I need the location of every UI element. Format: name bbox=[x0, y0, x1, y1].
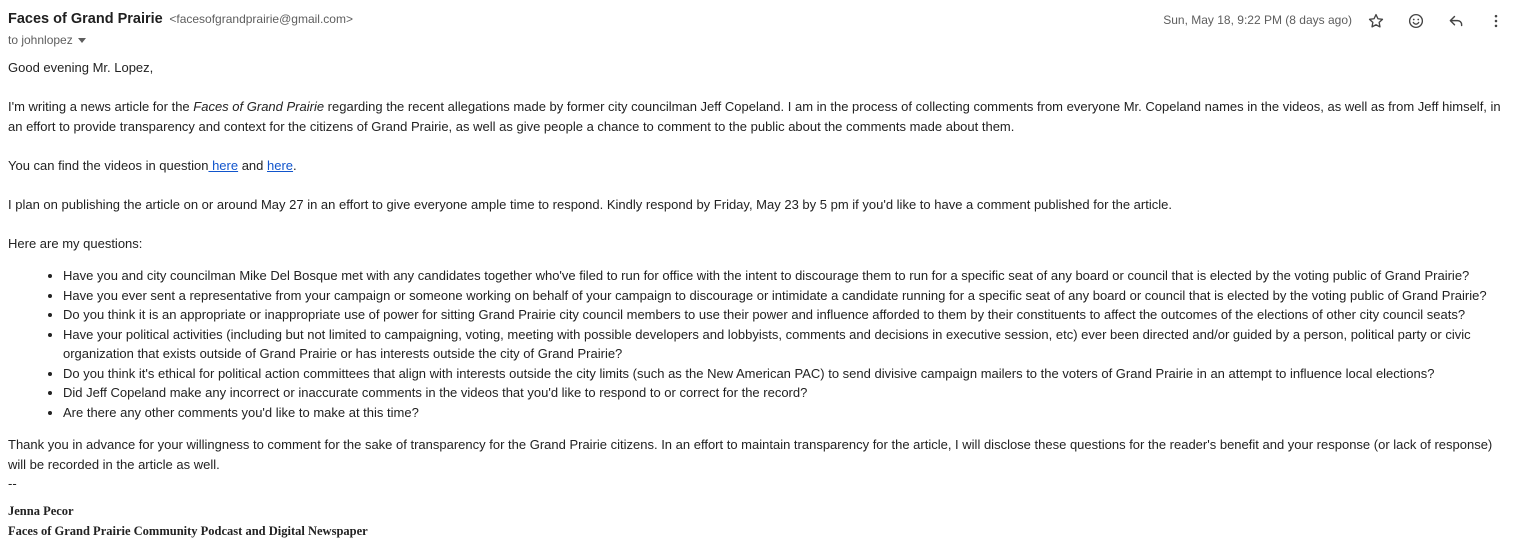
greeting: Good evening Mr. Lopez, bbox=[8, 60, 154, 75]
question-item: • Have your political activities (including but not limited to campaigning, voting, meeting with possible developers and lobbyists, comments and decisions in executive session, etc) ever been directed and/or guided by a person, political party or civic organization that exists outside of Grand Prairie or has interests outside the city of Grand Prairie? bbox=[63, 325, 1508, 364]
question-item: • Do you think it's ethical for political action committees that align with interests outside the city limits (such as the New American PAC) to send divisive campaign mailers to the voters of Grand Prairie in an attempt to influence local elections? bbox=[63, 364, 1508, 384]
emoji-icon bbox=[1407, 12, 1425, 30]
videos-end: . bbox=[293, 158, 297, 173]
videos-paragraph bbox=[8, 156, 297, 176]
recipients-label: to johnlopez bbox=[8, 33, 73, 47]
message-date: Sun, May 18, 9:22 PM (8 days ago) bbox=[1163, 13, 1352, 27]
star-icon bbox=[1367, 12, 1385, 30]
questions-list bbox=[8, 266, 1508, 422]
intro-text-2: regarding the recent allegations made by former city councilman Jeff Copeland. I am in the process of collecting comments from everyone Mr. Copeland names in the videos, as well as from Jeff himself, in an effort to provide transparency and context for the citizens of Grand Prairie, as well as give people a chance to comment to the public about the comments made about them. bbox=[8, 99, 1501, 134]
signature-name: Jenna Pecor bbox=[8, 504, 74, 518]
videos-and: and bbox=[238, 158, 268, 173]
question-item: • Do you think it is an appropriate or inappropriate use of power for sitting Grand Prairie city council members to use their power and influence afforded to them by their constituents to affect the outcomes of the elections of other city council seats? bbox=[63, 305, 1508, 325]
publication-name: Faces of Grand Prairie bbox=[193, 99, 325, 114]
star-button[interactable] bbox=[1356, 10, 1396, 32]
reply-button[interactable] bbox=[1436, 10, 1476, 32]
more-vert-icon bbox=[1487, 12, 1505, 30]
reply-icon bbox=[1447, 12, 1465, 30]
question-item: • Did Jeff Copeland make any incorrect or inaccurate comments in the videos that you'd like to respond to or correct for the record? bbox=[63, 383, 1508, 403]
recipients-line bbox=[8, 33, 86, 47]
question-item: • Have you ever sent a representative from your campaign or someone working on behalf of your campaign to discourage or intimidate a candidate running for a specific seat of any board or council that is elected by the voting public of Grand Prairie? bbox=[63, 286, 1508, 306]
more-options-button[interactable] bbox=[1476, 10, 1516, 32]
message-actions bbox=[1356, 10, 1516, 32]
show-details-caret-icon[interactable] bbox=[78, 38, 86, 43]
videos-text: You can find the videos in question bbox=[8, 158, 209, 173]
thanks-paragraph: Thank you in advance for your willingness to comment for the sake of transparency for the Grand Prairie citizens. In an effort to maintain transparency for the article, I will disclose these questions for the reader's benefit and your response (or lack of response) will be recorded in the article as well. bbox=[8, 437, 1493, 472]
signature-separator: -- bbox=[8, 476, 17, 491]
signature-organization: Faces of Grand Prairie Community Podcast and Digital Newspaper bbox=[8, 523, 368, 538]
sender-name[interactable]: Faces of Grand Prairie bbox=[8, 11, 163, 27]
add-reaction-button[interactable] bbox=[1396, 10, 1436, 32]
intro-text-1: I'm writing a news article for the bbox=[8, 99, 194, 114]
video-link-2[interactable]: here bbox=[267, 158, 294, 173]
question-item: • Are there any other comments you'd like to make at this time? bbox=[63, 403, 1508, 423]
questions-intro: Here are my questions: bbox=[8, 236, 143, 251]
sender-email: <facesofgrandprairie@gmail.com> bbox=[169, 12, 353, 26]
signature bbox=[8, 502, 368, 541]
video-link-1[interactable]: here bbox=[208, 158, 239, 173]
question-item: • Have you and city councilman Mike Del Bosque met with any candidates together who've filed to run for office with the intent to discourage them to run for a specific seat of any board or council that is elected by the voting public of Grand Prairie? bbox=[63, 266, 1508, 286]
plan-paragraph: I plan on publishing the article on or around May 27 in an effort to give everyone ample time to respond. Kindly respond by Friday, May 23 by 5 pm if you'd like to have a comment published for the article. bbox=[8, 197, 1172, 212]
intro-paragraph bbox=[8, 97, 1508, 136]
